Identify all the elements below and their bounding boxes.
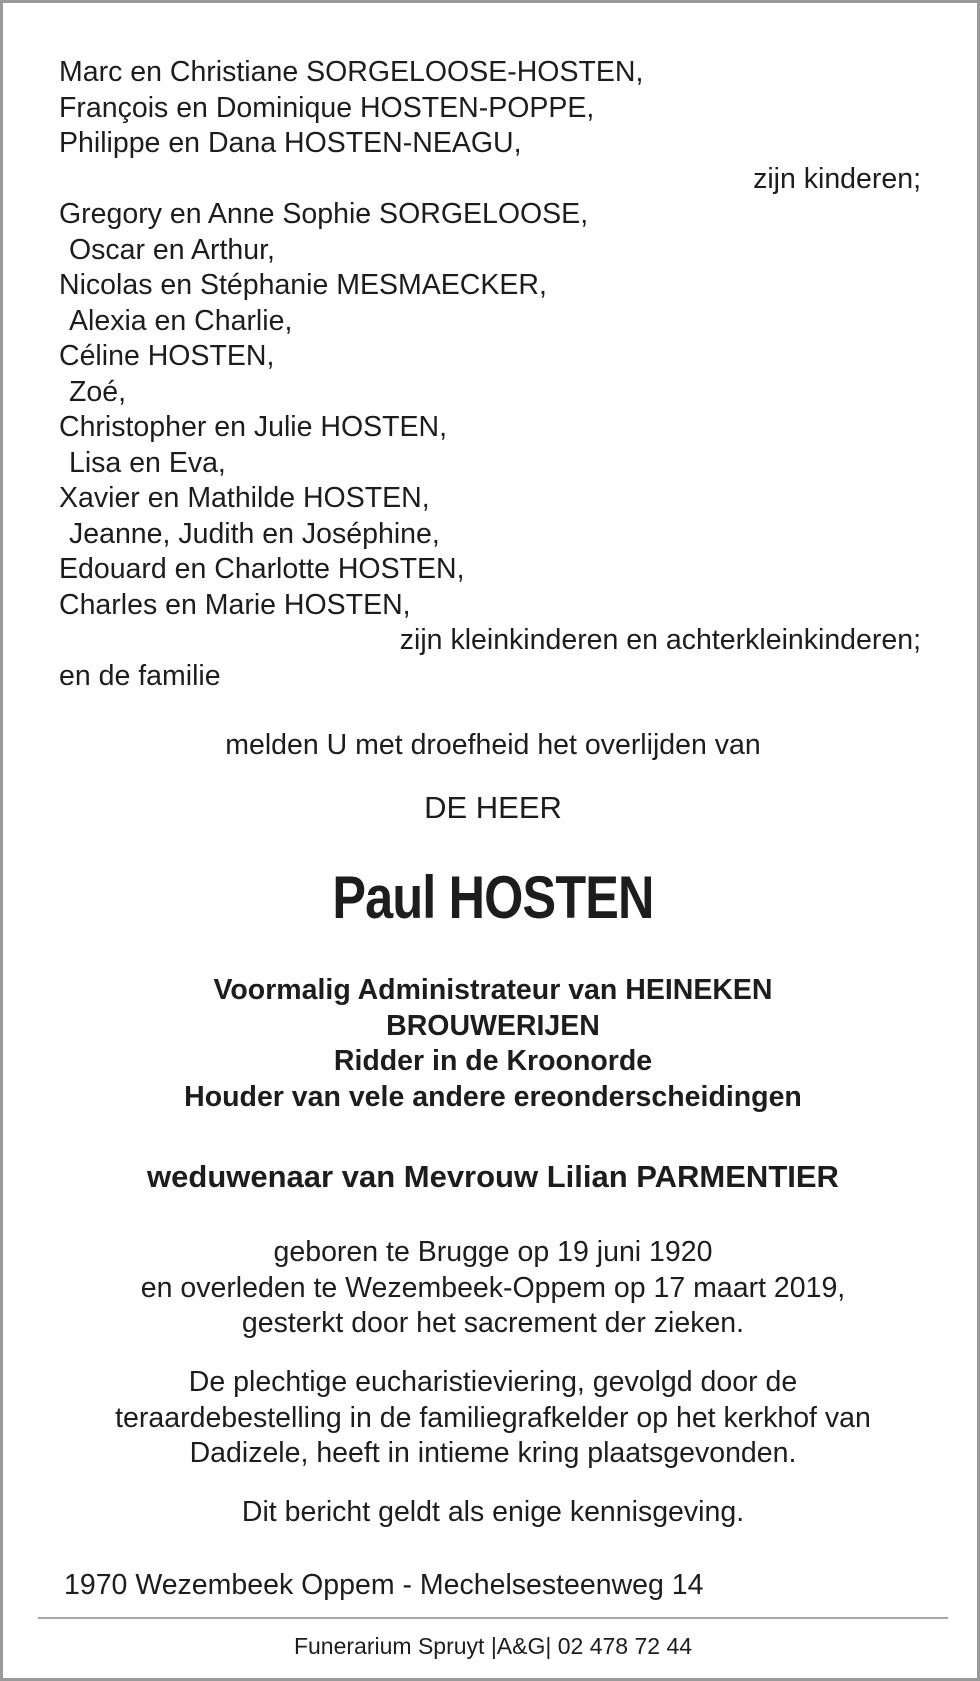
family-line: en de familie xyxy=(59,659,221,692)
grandchild-line: Céline HOSTEN, xyxy=(59,340,275,372)
sacrament-line: gesterkt door het sacrement der zieken. xyxy=(241,1307,745,1339)
birth-death-block xyxy=(3,1235,980,1342)
ceremony-line: Dadizele, heeft in intieme kring plaatsgevonden. xyxy=(189,1437,797,1469)
family-list xyxy=(59,55,921,694)
grandchild-line: Nicolas en Stéphanie MESMAECKER, xyxy=(59,269,547,301)
title-line: BROUWERIJEN xyxy=(386,1009,600,1042)
funeral-home-footer: Funerarium Spruyt |A&G| 02 478 72 44 xyxy=(293,1633,693,1659)
deceased-name: Paul HOSTEN xyxy=(332,864,654,931)
title-line: Voormalig Administrateur van HEINEKEN xyxy=(213,974,773,1006)
title-line: Houder van vele andere ereonderscheidingen xyxy=(184,1080,802,1113)
announcement: melden U met droefheid het overlijden van xyxy=(225,729,761,761)
great-grandchild-line: Oscar en Arthur, xyxy=(69,233,275,266)
grandchild-line: Xavier en Mathilde HOSTEN, xyxy=(59,482,430,514)
widower-line: weduwenaar van Mevrouw Lilian PARMENTIER xyxy=(147,1159,839,1194)
notice-line: Dit bericht geldt als enige kennisgeving. xyxy=(241,1496,745,1528)
children-label: zijn kinderen; xyxy=(753,162,921,195)
grandchild-line: Edouard en Charlotte HOSTEN, xyxy=(59,553,465,585)
great-grandchild-line: Jeanne, Judith en Joséphine, xyxy=(69,517,440,550)
address: 1970 Wezembeek Oppem - Mechelsesteenweg 14 xyxy=(64,1569,704,1601)
titles-block xyxy=(3,973,980,1115)
grandchild-line: Christopher en Julie HOSTEN, xyxy=(59,411,448,443)
child-line: Philippe en Dana HOSTEN-NEAGU, xyxy=(59,127,522,159)
title-line: Ridder in de Kroonorde xyxy=(333,1045,653,1077)
divider xyxy=(38,1617,948,1619)
ceremony-block xyxy=(3,1365,980,1472)
grandchild-line: Charles en Marie HOSTEN, xyxy=(59,588,411,621)
child-line: Marc en Christiane SORGELOOSE-HOSTEN, xyxy=(59,56,644,88)
death-line: en overleden te Wezembeek-Oppem op 17 maart 2019, xyxy=(140,1271,846,1304)
birth-line: geboren te Brugge op 19 juni 1920 xyxy=(273,1236,713,1268)
child-line: François en Dominique HOSTEN-POPPE, xyxy=(59,91,595,124)
great-grandchild-line: Zoé, xyxy=(69,375,127,408)
honorific: DE HEER xyxy=(424,790,562,825)
ceremony-line: De plechtige eucharistieviering, gevolgd door de xyxy=(188,1366,798,1398)
grandchildren-label: zijn kleinkinderen en achterkleinkinderen; xyxy=(399,624,921,656)
ceremony-line: teraardebestelling in de familiegrafkelder op het kerkhof van xyxy=(115,1401,871,1434)
grandchild-line: Gregory en Anne Sophie SORGELOOSE, xyxy=(59,198,589,230)
great-grandchild-line: Alexia en Charlie, xyxy=(69,304,293,337)
great-grandchild-line: Lisa en Eva, xyxy=(69,446,226,479)
